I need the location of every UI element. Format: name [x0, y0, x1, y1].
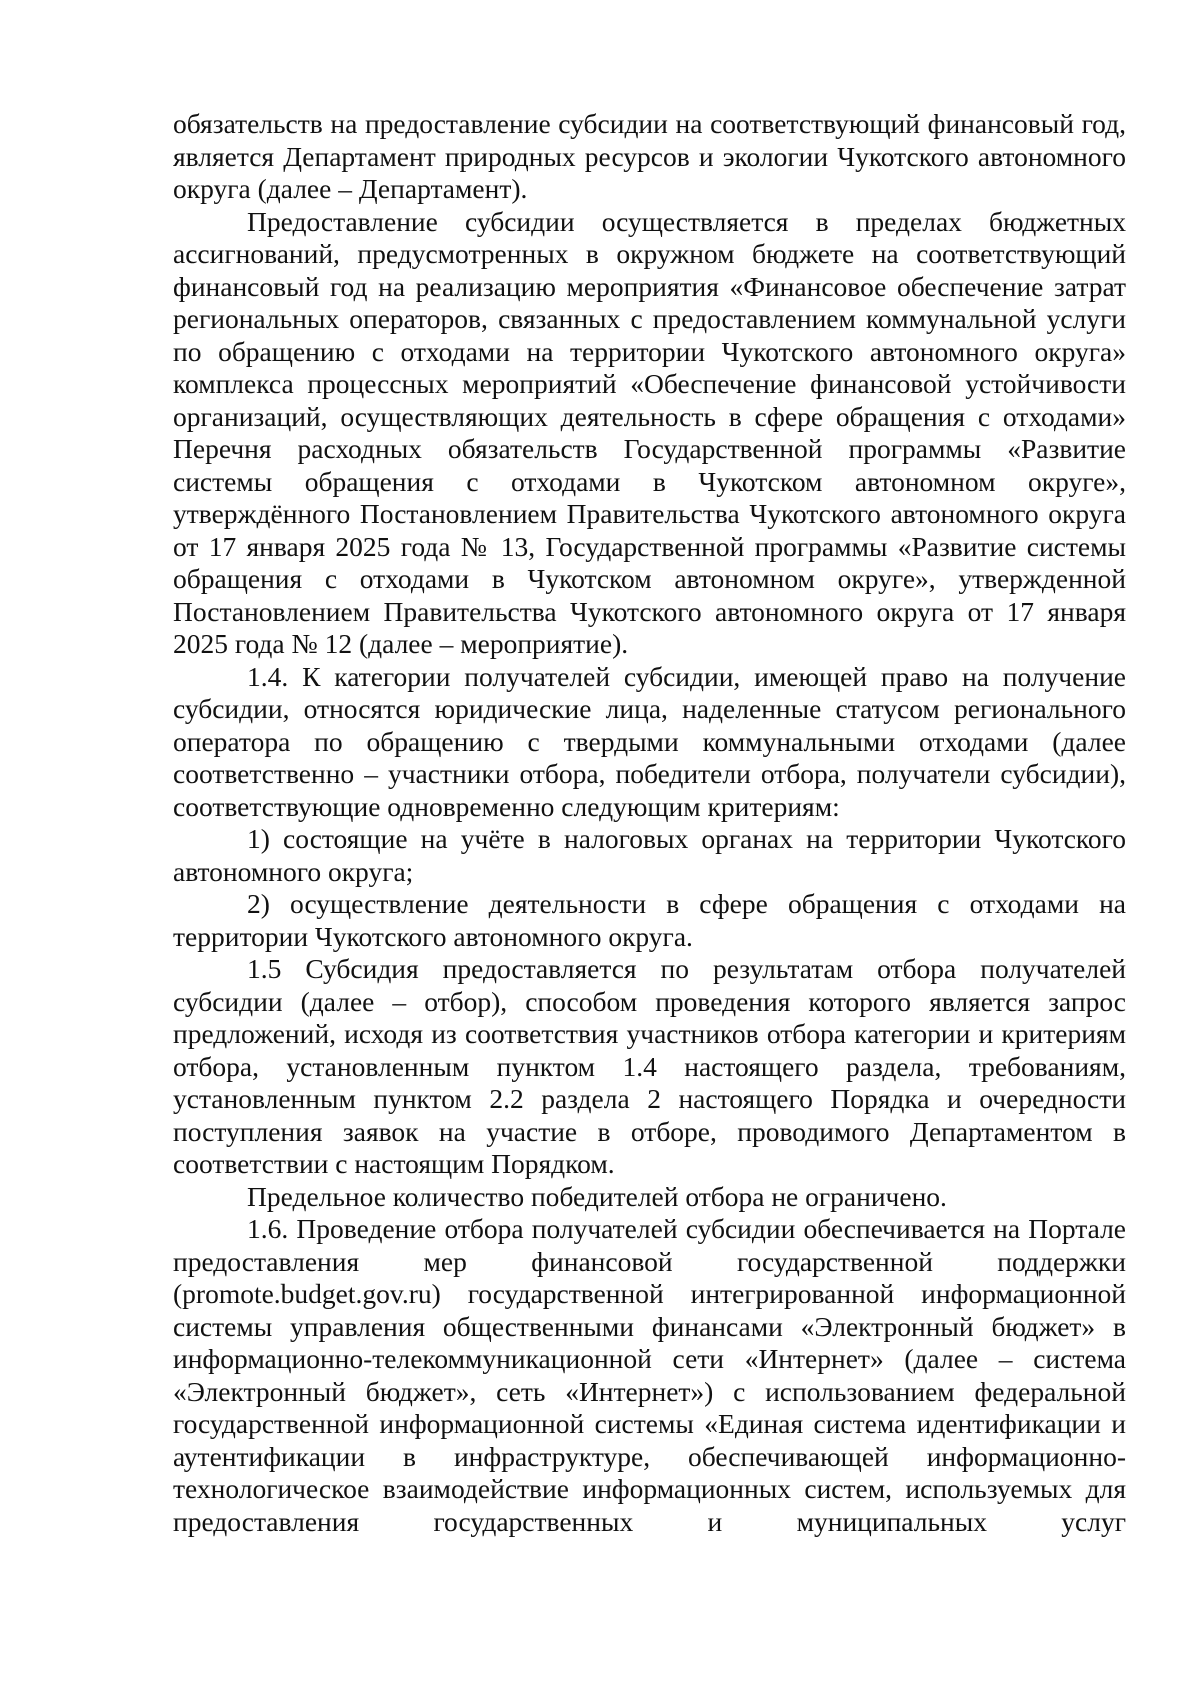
paragraph-winners-limit: Предельное количество победителей отбора не ограничено. [247, 1180, 947, 1212]
paragraph-criterion-1: 1) состоящие на учёте в налоговых органах на территории Чукотского автономного округа; [173, 823, 1126, 887]
document-body [173, 108, 1126, 1538]
paragraph-1-5-selection: 1.5 Субсидия предоставляется по результатам отбора получателей субсидии (далее – отбор), способом проведения которого является запрос предложений, исходя из соответствия участников отбора категории и критериям отбора, установленным пунктом 1.4 настоящего раздела, требованиям, установленным пунктом 2.2 раздела 2 настоящего Порядка и очередности поступления заявок на участие в отборе, проводимого Департаментом в соответствии с настоящим Порядком. [173, 953, 1126, 1179]
paragraph-1-6-portal: 1.6. Проведение отбора получателей субсидии обеспечивается на Портале предоставления мер финансовой государственной поддержки (promote.budget.gov.ru) государственной интегрированной информационной системы управления общественными финансами «Электронный бюджет» в информационно-телекоммуникационной сети «Интернет» (далее – система «Электронный бюджет», сеть «Интернет») с использованием федеральной государственной информационной системы «Единая система идентификации и аутентификации в инфраструктуре, обеспечивающей информационно-технологическое взаимодействие информационных систем, используемых для предоставления государственных и муниципальных услуг [173, 1213, 1126, 1537]
paragraph-continuation: обязательств на предоставление субсидии на соответствующий финансовый год, является Департамент природных ресурсов и экологии Чукотского автономного округа (далее – Департамент). [173, 108, 1126, 204]
paragraph-budget-allocations: Предоставление субсидии осуществляется в пределах бюджетных ассигнований, предусмотренных в окружном бюджете на соответствующий финансовый год на реализацию мероприятия «Финансовое обеспечение затрат региональных операторов, связанных с предоставлением коммунальной услуги по обращению с отходами на территории Чукотского автономного округа» комплекса процессных мероприятий «Обеспечение финансовой устойчивости организаций, осуществляющих деятельность в сфере обращения с отходами» Перечня расходных обязательств Государственной программы «Развитие системы обращения с отходами в Чукотском автономном округе», утверждённого Постановлением Правительства Чукотского автономного округа от 17 января 2025 года № 13, Государственной программы «Развитие системы обращения с отходами в Чукотском автономном округе», утвержденной Постановлением Правительства Чукотского автономного округа от 17 января 2025 года № 12 (далее – мероприятие). [173, 205, 1126, 659]
paragraph-criterion-2: 2) осуществление деятельности в сфере обращения с отходами на территории Чукотского автономного округа. [173, 888, 1126, 952]
paragraph-1-4-recipient-category: 1.4. К категории получателей субсидии, имеющей право на получение субсидии, относятся юридические лица, наделенные статусом регионального оператора по обращению с твердыми коммунальными отходами (далее соответственно – участники отбора, победители отбора, получатели субсидии), соответствующие одновременно следующим критериям: [173, 660, 1126, 822]
